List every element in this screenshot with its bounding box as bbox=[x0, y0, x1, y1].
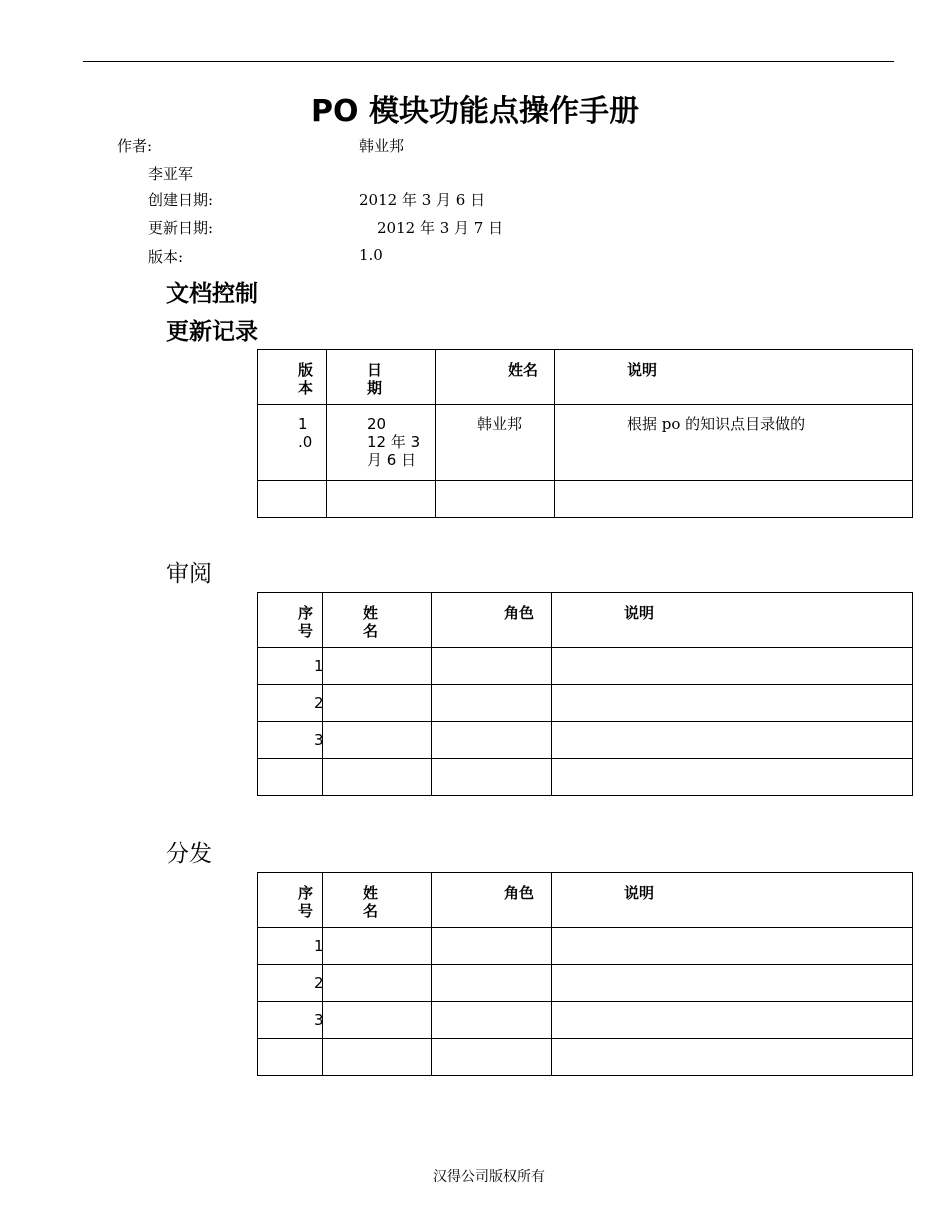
table-row bbox=[258, 1039, 913, 1076]
header-name: 姓名 bbox=[508, 361, 539, 379]
updated-date-value: 2012 年 3 月 7 日 bbox=[377, 219, 504, 237]
created-date-label: 创建日期: bbox=[148, 191, 214, 209]
header-name: 姓 名 bbox=[363, 604, 379, 640]
table-header-row bbox=[258, 593, 913, 648]
section-update-log: 更新记录 bbox=[166, 319, 258, 345]
author-value: 韩业邦 bbox=[359, 137, 405, 155]
distribution-table bbox=[257, 872, 913, 1076]
header-seq: 序 号 bbox=[298, 604, 314, 640]
cell-description: 根据 po 的知识点目录做的 bbox=[627, 415, 806, 433]
header-name: 姓 名 bbox=[363, 884, 379, 920]
table-header-row bbox=[258, 873, 913, 928]
table-row bbox=[258, 759, 913, 796]
header-rule bbox=[83, 61, 894, 62]
table-row bbox=[258, 405, 913, 481]
header-description: 说明 bbox=[624, 884, 655, 902]
header-role: 角色 bbox=[504, 604, 535, 622]
table-row bbox=[258, 1002, 913, 1039]
created-date-value: 2012 年 3 月 6 日 bbox=[359, 191, 486, 209]
table-row bbox=[258, 481, 913, 518]
update-log-table bbox=[257, 349, 913, 518]
header-version: 版 本 bbox=[298, 361, 314, 397]
header-role: 角色 bbox=[504, 884, 535, 902]
header-date: 日 期 bbox=[367, 361, 383, 397]
version-value: 1.0 bbox=[359, 246, 383, 264]
header-description: 说明 bbox=[627, 361, 658, 379]
table-row bbox=[258, 685, 913, 722]
cell-seq: 1 bbox=[314, 657, 324, 675]
table-row bbox=[258, 722, 913, 759]
author-value-2: 李亚军 bbox=[148, 165, 194, 183]
table-header-row bbox=[258, 350, 913, 405]
cell-seq: 2 bbox=[314, 974, 324, 992]
updated-date-label: 更新日期: bbox=[148, 219, 214, 237]
table-row bbox=[258, 648, 913, 685]
cell-date: 20 12 年 3 月 6 日 bbox=[367, 415, 421, 469]
cell-seq: 3 bbox=[314, 731, 324, 749]
table-row bbox=[258, 928, 913, 965]
cell-seq: 1 bbox=[314, 937, 324, 955]
review-table bbox=[257, 592, 913, 796]
header-seq: 序 号 bbox=[298, 884, 314, 920]
author-label: 作者: bbox=[117, 137, 153, 155]
section-doc-control: 文档控制 bbox=[166, 281, 258, 307]
section-review: 审阅 bbox=[166, 561, 212, 587]
document-title: PO 模块功能点操作手册 bbox=[311, 94, 639, 129]
cell-seq: 3 bbox=[314, 1011, 324, 1029]
version-label: 版本: bbox=[148, 248, 184, 266]
cell-seq: 2 bbox=[314, 694, 324, 712]
table-row bbox=[258, 965, 913, 1002]
footer-copyright: 汉得公司版权所有 bbox=[433, 1169, 545, 1185]
header-description: 说明 bbox=[624, 604, 655, 622]
cell-name: 韩业邦 bbox=[477, 415, 523, 433]
section-distribution: 分发 bbox=[166, 841, 212, 867]
cell-version: 1 .0 bbox=[298, 415, 313, 451]
